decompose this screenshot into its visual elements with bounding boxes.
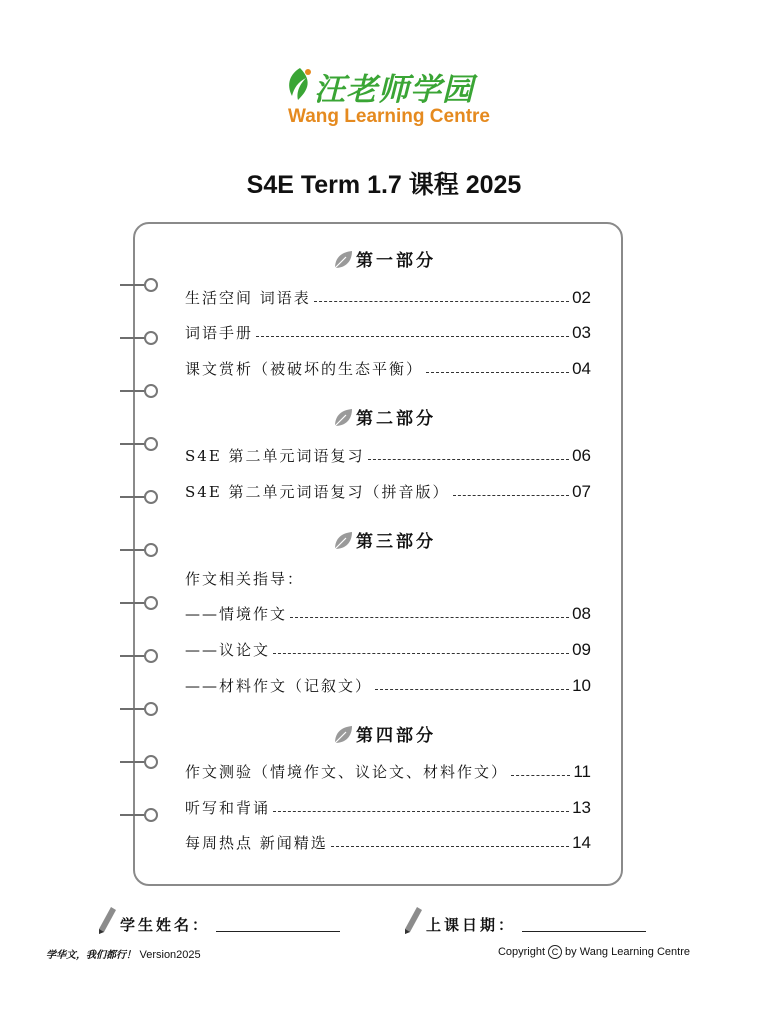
footer-motto: 学华文，我们都行！ Version2025 bbox=[46, 949, 201, 961]
page-number: 08 bbox=[572, 604, 591, 623]
footer-copyright: Copyright C by Wang Learning Centre bbox=[497, 946, 690, 958]
pencil-icon bbox=[96, 905, 118, 935]
toc-entry[interactable]: 生活空间 词语表 02 bbox=[185, 288, 591, 307]
toc-entry[interactable]: 作文测验（情境作文、议论文、材料作文） 11 bbox=[185, 762, 591, 781]
toc-entry[interactable]: 词语手册 03 bbox=[185, 323, 591, 342]
spiral-ring-icon bbox=[120, 437, 160, 451]
spiral-ring-icon bbox=[120, 755, 160, 769]
pencil-icon bbox=[402, 905, 424, 935]
logo-english-name: Wang Learning Centre bbox=[288, 106, 490, 127]
brand-logo bbox=[282, 62, 502, 134]
spiral-ring-icon bbox=[120, 384, 160, 398]
leaf-icon bbox=[332, 724, 354, 746]
spiral-ring-icon bbox=[120, 808, 160, 822]
spiral-ring-icon bbox=[120, 596, 160, 610]
student-name-label: 学生姓名： bbox=[120, 916, 211, 934]
page-number: 03 bbox=[572, 323, 591, 342]
page-number: 04 bbox=[572, 359, 591, 378]
spiral-ring-icon bbox=[120, 649, 160, 663]
section-heading: 第二部分 bbox=[0, 404, 768, 429]
page-title: S4E Term 1.7 课程 2025 bbox=[246, 171, 522, 199]
leaf-icon bbox=[332, 407, 354, 429]
spiral-ring-icon bbox=[120, 702, 160, 716]
page-number: 07 bbox=[572, 482, 591, 501]
class-date-field[interactable] bbox=[402, 905, 646, 935]
leaf-icon bbox=[332, 249, 354, 271]
section-heading: 第四部分 bbox=[0, 721, 768, 746]
toc-entry[interactable]: ——情境作文 08 bbox=[185, 604, 591, 623]
copyright-icon: C bbox=[548, 945, 562, 959]
toc-entry[interactable]: ——议论文 09 bbox=[185, 640, 591, 659]
toc-entry[interactable]: S4E 第二单元词语复习 06 bbox=[185, 446, 591, 465]
class-date-label: 上课日期： bbox=[426, 916, 517, 934]
toc-entry[interactable]: 课文赏析（被破坏的生态平衡） 04 bbox=[185, 359, 591, 378]
page-number: 10 bbox=[572, 676, 591, 695]
student-name-field[interactable] bbox=[96, 905, 340, 935]
student-name-input[interactable] bbox=[216, 931, 340, 932]
page-number: 13 bbox=[572, 798, 591, 817]
logo-chinese-name: 汪老师学园 bbox=[314, 72, 474, 108]
page-number: 11 bbox=[573, 762, 591, 781]
section-heading: 第一部分 bbox=[0, 246, 768, 271]
toc-entry[interactable]: ——材料作文（记叙文） 10 bbox=[185, 676, 591, 695]
leaf-icon bbox=[332, 530, 354, 552]
page-number: 14 bbox=[572, 833, 591, 852]
spiral-ring-icon bbox=[120, 490, 160, 504]
toc-entry[interactable]: 每周热点 新闻精选 14 bbox=[185, 833, 591, 852]
section-intro: 作文相关指导： bbox=[185, 570, 305, 588]
footer-version: Version2025 bbox=[139, 949, 201, 961]
logo-swoosh-icon bbox=[284, 66, 316, 102]
page-number: 02 bbox=[572, 288, 591, 307]
page-number: 09 bbox=[572, 640, 591, 659]
page-number: 06 bbox=[572, 446, 591, 465]
spiral-ring-icon bbox=[120, 331, 160, 345]
class-date-input[interactable] bbox=[522, 931, 646, 932]
spiral-ring-icon bbox=[120, 278, 160, 292]
toc-entry[interactable]: S4E 第二单元词语复习（拼音版） 07 bbox=[185, 482, 591, 501]
section-heading: 第三部分 bbox=[0, 527, 768, 552]
toc-entry[interactable]: 听写和背诵 13 bbox=[185, 798, 591, 817]
